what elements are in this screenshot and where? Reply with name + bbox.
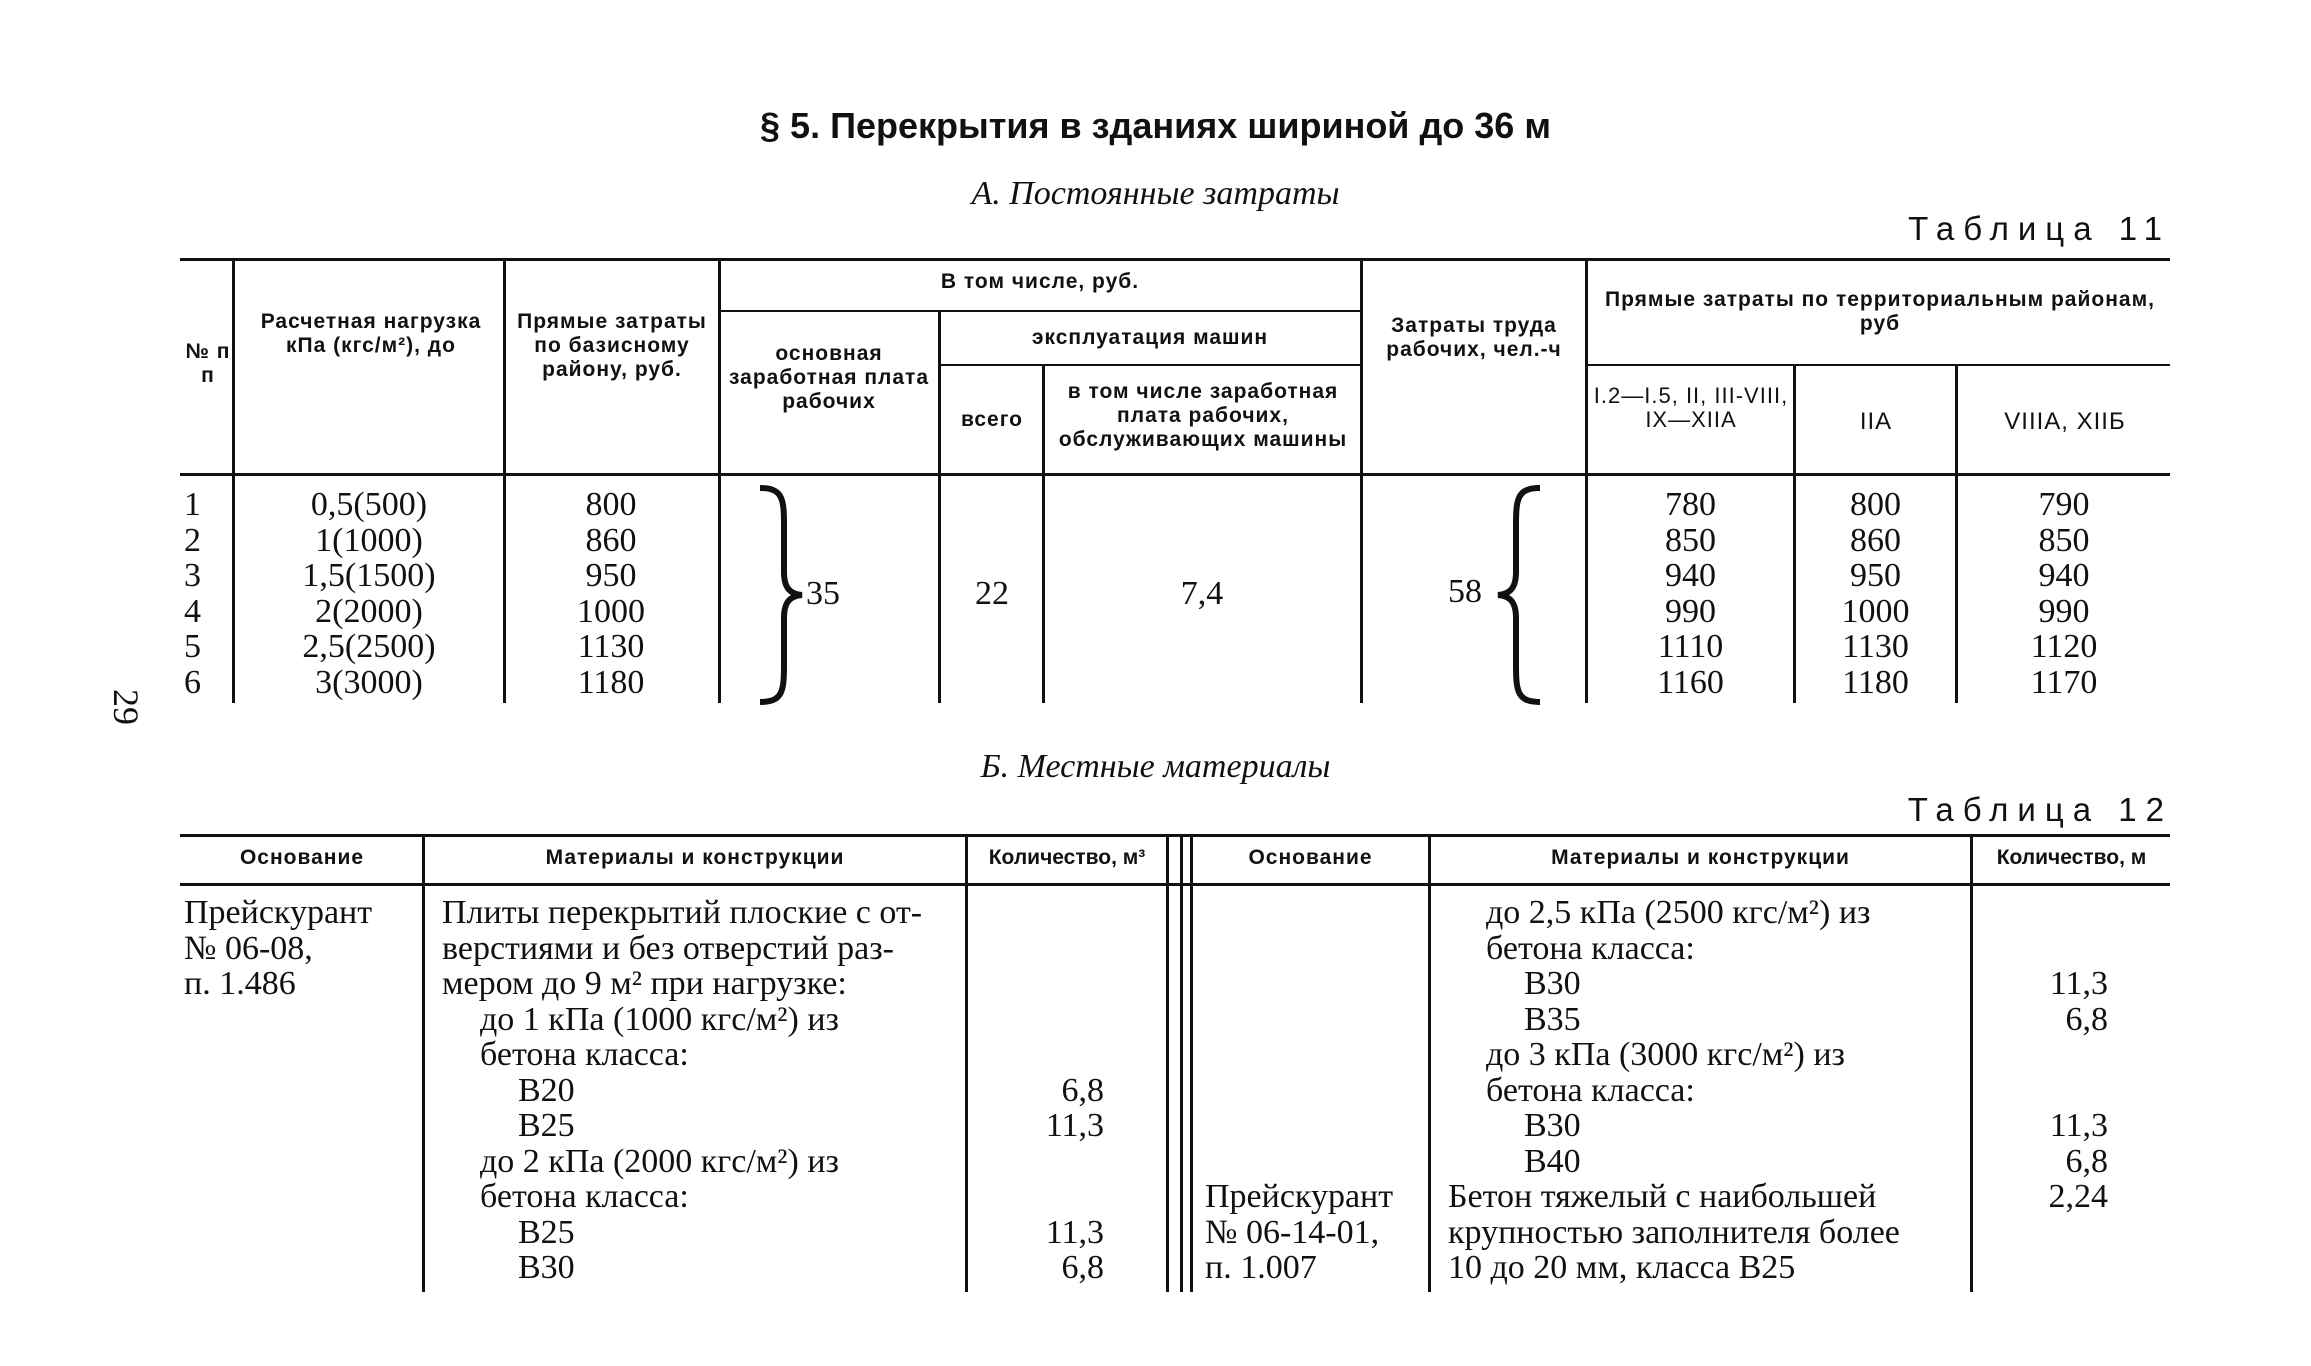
t12-right-material-line: В30 bbox=[1524, 965, 1581, 1002]
part-b-subtitle: Б. Местные материалы bbox=[980, 748, 1331, 785]
t12-left-basis-line: п. 1.486 bbox=[184, 965, 296, 1002]
table-12-label: Таблица 12 bbox=[1907, 791, 2173, 828]
t11-row-r3: 850 bbox=[2038, 521, 2090, 559]
t12-right-qty: 6,8 bbox=[2065, 1000, 2108, 1038]
part-a-subtitle: А. Постоянные затраты bbox=[971, 175, 1340, 212]
t11-row-r1: 780 bbox=[1665, 486, 1716, 523]
page-number: 29 bbox=[106, 689, 146, 725]
t11-header-total: всего bbox=[960, 408, 1024, 431]
t11-row-r3: 1120 bbox=[2030, 628, 2098, 665]
t11-row-load: 3(3000) bbox=[315, 663, 423, 701]
t12-header-qty-right: Количество, м bbox=[1996, 846, 2147, 869]
t12-right-basis-line: № 06-14-01, bbox=[1205, 1213, 1380, 1251]
t12-right-qty: 2,24 bbox=[2048, 1178, 2108, 1215]
t12-right-material-line: В30 bbox=[1524, 1107, 1581, 1144]
t11-row-r1: 990 bbox=[1665, 592, 1716, 630]
t11-row-r3: 790 bbox=[2038, 486, 2090, 523]
t12-header-basis-right: Основание bbox=[1248, 846, 1373, 869]
t12-vline-1 bbox=[422, 834, 425, 1292]
t11-row-direct: 1000 bbox=[577, 592, 645, 630]
t11-row-num: 6 bbox=[184, 663, 201, 701]
t12-header-materials-left: Материалы и конструкции bbox=[545, 846, 845, 869]
t11-row-direct: 950 bbox=[585, 557, 637, 594]
t12-left-material-line: верстиями и без отверстий раз- bbox=[442, 929, 894, 967]
t12-left-material-line: до 1 кПа (1000 кгс/м²) из bbox=[480, 1000, 839, 1038]
t12-right-basis-line: п. 1.007 bbox=[1205, 1249, 1317, 1286]
table-11-label: Таблица 11 bbox=[1908, 210, 2171, 247]
t12-right-qty: 11,3 bbox=[2049, 1107, 2108, 1144]
t11-header-wage: основная заработная плата рабочих bbox=[728, 342, 930, 413]
t12-left-material-line: В25 bbox=[518, 1107, 575, 1144]
t12-right-qty: 11,3 bbox=[2049, 965, 2108, 1002]
t12-vline-3b bbox=[1180, 834, 1183, 1292]
t11-row-r1: 1110 bbox=[1657, 628, 1724, 665]
t12-left-basis-line: № 06-08, bbox=[184, 929, 313, 967]
t12-left-material-line: бетона класса: bbox=[480, 1178, 689, 1215]
t11-row-r2: 1180 bbox=[1842, 663, 1909, 701]
t12-right-material-line: бетона класса: bbox=[1486, 929, 1695, 967]
t11-top-rule bbox=[180, 258, 2170, 261]
t12-right-material-line: крупностью заполнителя более bbox=[1448, 1213, 1900, 1251]
t11-row-direct: 1180 bbox=[577, 663, 645, 701]
t12-left-basis-line: Прейскурант bbox=[184, 894, 373, 931]
t11-row-num: 4 bbox=[184, 592, 201, 630]
t12-left-material-line: мером до 9 м² при нагрузке: bbox=[442, 965, 847, 1002]
t11-row-direct: 1130 bbox=[577, 628, 645, 665]
t12-header-rule bbox=[180, 883, 2170, 886]
t11-wage-value: 35 bbox=[806, 575, 840, 612]
t12-left-material-line: В25 bbox=[518, 1213, 575, 1251]
t12-left-qty: 11,3 bbox=[1045, 1213, 1104, 1251]
t11-vline-6 bbox=[1360, 258, 1363, 703]
t11-row-load: 2(2000) bbox=[315, 592, 423, 630]
t12-right-basis-line: Прейскурант bbox=[1205, 1178, 1394, 1215]
t11-header-reg2: IIA bbox=[1859, 408, 1893, 435]
t12-vline-3c bbox=[1190, 834, 1193, 1292]
t11-row-load: 0,5(500) bbox=[310, 486, 428, 523]
t12-left-material-line: В20 bbox=[518, 1071, 575, 1109]
t11-row-num: 1 bbox=[184, 486, 201, 523]
t11-row-r3: 940 bbox=[2038, 557, 2090, 594]
t12-right-material-line: В40 bbox=[1524, 1142, 1581, 1180]
t11-row-r2: 860 bbox=[1850, 521, 1901, 559]
t11-header-reg3: VIIIA, XIIБ bbox=[2004, 408, 2126, 435]
t11-header-num: № п п bbox=[185, 340, 231, 387]
t12-left-qty: 6,8 bbox=[1061, 1071, 1104, 1109]
right-brace-icon bbox=[756, 484, 806, 706]
t12-right-qty: 6,8 bbox=[2065, 1142, 2108, 1180]
t11-header-reg1: I.2—I.5, II, III-VIII, IX—XIIA bbox=[1593, 383, 1789, 432]
t12-header-qty-left: Количество, м³ bbox=[988, 846, 1146, 869]
t11-vline-5 bbox=[1042, 364, 1045, 703]
t11-row-num: 3 bbox=[184, 557, 201, 594]
t11-regional-rule bbox=[1585, 364, 2170, 366]
t11-row-r2: 1000 bbox=[1841, 592, 1910, 630]
t12-left-material-line: Плиты перекрытий плоские с от- bbox=[442, 894, 923, 931]
t11-vline-4 bbox=[938, 312, 941, 703]
t11-labor-value: 58 bbox=[1448, 573, 1482, 610]
t11-row-r2: 800 bbox=[1850, 486, 1901, 523]
t11-header-labor: Затраты труда рабочих, чел.-ч bbox=[1386, 314, 1562, 361]
t12-right-material-line: 10 до 20 мм, класса В25 bbox=[1448, 1249, 1796, 1286]
t11-vline-1 bbox=[232, 258, 235, 703]
t11-row-num: 2 bbox=[184, 521, 201, 559]
section-title: § 5. Перекрытия в зданиях шириной до 36 м bbox=[760, 105, 1551, 146]
t11-machines-rule bbox=[938, 364, 1360, 366]
t11-row-direct: 860 bbox=[585, 521, 637, 559]
t11-row-r2: 950 bbox=[1850, 557, 1901, 594]
t12-right-material-line: бетона класса: bbox=[1486, 1071, 1695, 1109]
t11-row-r1: 850 bbox=[1665, 521, 1716, 559]
t11-row-num: 5 bbox=[184, 628, 201, 665]
left-brace-icon bbox=[1494, 484, 1544, 706]
t11-row-r3: 1170 bbox=[2030, 663, 2098, 701]
t12-left-material-line: до 2 кПа (2000 кгс/м²) из bbox=[480, 1142, 839, 1180]
t11-header-incl: В том числе, руб. bbox=[940, 270, 1140, 293]
t12-right-material-line: Бетон тяжелый с наибольшей bbox=[1448, 1178, 1877, 1215]
t11-machines-total: 22 bbox=[975, 575, 1009, 612]
t11-row-r2: 1130 bbox=[1842, 628, 1909, 665]
t11-header-incl-wage: в том числе заработная плата рабочих, обслуживающих машины bbox=[1058, 380, 1348, 451]
t12-right-material-line: до 2,5 кПа (2500 кгс/м²) из bbox=[1486, 894, 1871, 931]
t12-vline-3a bbox=[1166, 834, 1169, 1292]
t11-row-r1: 1160 bbox=[1657, 663, 1724, 701]
t11-header-direct: Прямые затраты по базисному району, руб. bbox=[517, 310, 707, 381]
t12-vline-5 bbox=[1970, 834, 1973, 1292]
t12-left-qty: 6,8 bbox=[1061, 1249, 1104, 1286]
t11-machines-wage: 7,4 bbox=[1180, 575, 1224, 612]
t11-row-load: 1(1000) bbox=[315, 521, 423, 559]
t12-header-basis-left: Основание bbox=[239, 846, 365, 869]
t11-header-regional: Прямые затраты по территориальным районам, руб bbox=[1605, 288, 2155, 335]
t11-incl-rule bbox=[718, 310, 1360, 312]
t12-left-qty: 11,3 bbox=[1045, 1107, 1104, 1144]
t11-row-r3: 990 bbox=[2038, 592, 2090, 630]
t11-row-r1: 940 bbox=[1665, 557, 1716, 594]
t12-left-material-line: В30 bbox=[518, 1249, 575, 1286]
t11-header-machines: эксплуатация машин bbox=[1031, 326, 1269, 349]
t12-vline-4 bbox=[1428, 834, 1431, 1292]
t12-top-rule bbox=[180, 834, 2170, 837]
t11-row-load: 1,5(1500) bbox=[302, 557, 436, 594]
t11-vline-3 bbox=[718, 258, 721, 703]
t11-row-load: 2,5(2500) bbox=[302, 628, 436, 665]
t12-header-materials-right: Материалы и конструкции bbox=[1551, 846, 1850, 869]
t11-row-direct: 800 bbox=[585, 486, 637, 523]
t11-header-bottom-rule bbox=[180, 473, 2170, 476]
t12-left-material-line: бетона класса: bbox=[480, 1036, 689, 1073]
t12-right-material-line: до 3 кПа (3000 кгс/м²) из bbox=[1486, 1036, 1845, 1073]
t12-right-material-line: В35 bbox=[1524, 1000, 1581, 1038]
t11-header-load: Расчетная нагрузка кПа (кгс/м²), до bbox=[260, 310, 482, 357]
